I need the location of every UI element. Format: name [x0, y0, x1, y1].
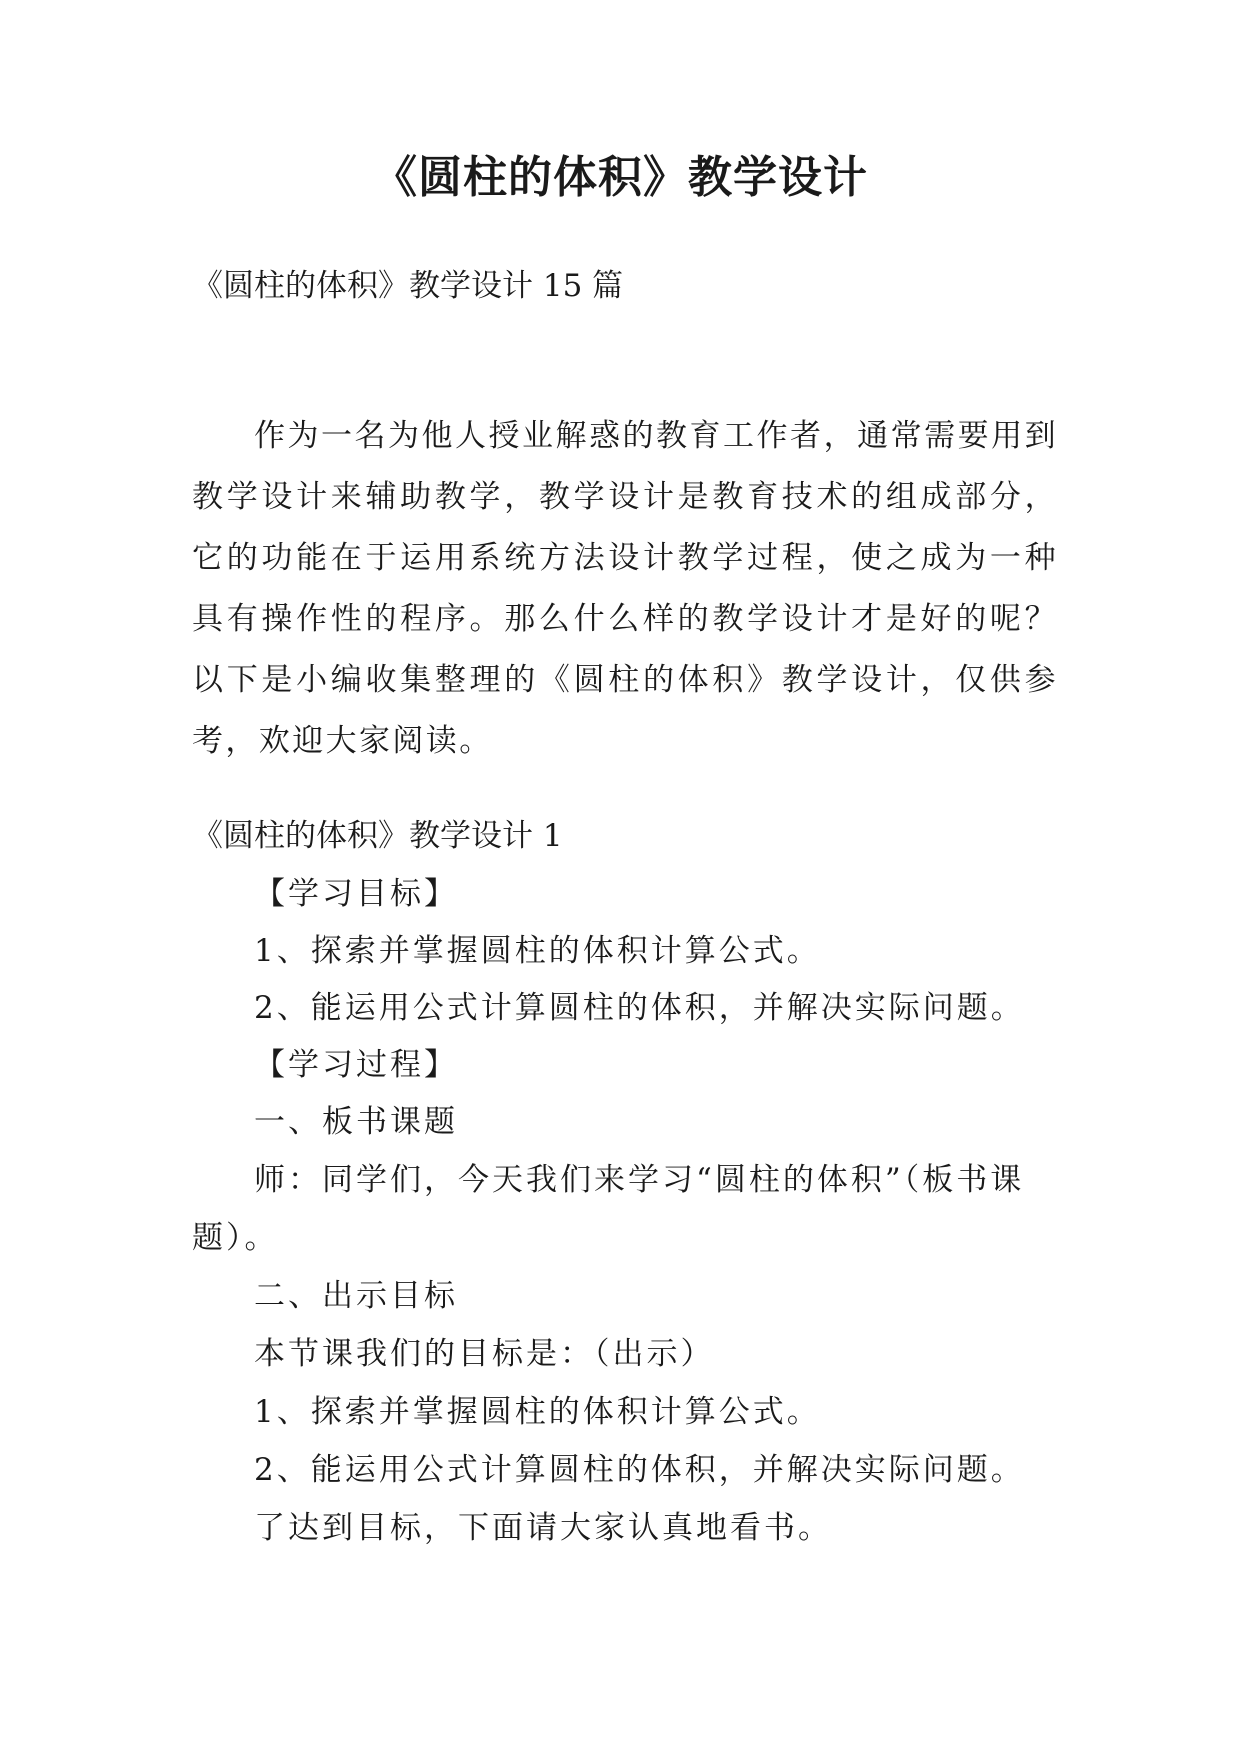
document-subtitle: 《圆柱的体积》教学设计 15 篇 — [192, 268, 624, 304]
step-2-heading: 二、出示目标 — [254, 1278, 458, 1314]
step-2-closing: 了达到目标，下面请大家认真地看书。 — [254, 1510, 832, 1546]
intro-paragraph: 作为一名为他人授业解惑的教育工作者，通常需要用到教学设计来辅助教学，教学设计是教育技术的组成部分，它的功能在于运用系统方法设计教学过程，使之成为一种具有操作性的程序。那么什么样的教学设计才是好的呢？以下是小编收集整理的《圆柱的体积》教学设计，仅供参考，欢迎大家阅读。 — [192, 418, 1058, 759]
goal-item-1: 1、探索并掌握圆柱的体积计算公式。 — [254, 933, 821, 969]
document-title: 《圆柱的体积》教学设计 — [373, 152, 868, 203]
step-1-heading: 一、板书课题 — [254, 1104, 458, 1140]
goals-heading: 【学习目标】 — [254, 876, 458, 912]
step-1-text-continued: 题）。 — [192, 1220, 279, 1256]
process-heading: 【学习过程】 — [254, 1047, 458, 1083]
goal-item-2: 2、能运用公式计算圆柱的体积，并解决实际问题。 — [254, 990, 1025, 1026]
step-2-goal-1: 1、探索并掌握圆柱的体积计算公式。 — [254, 1394, 821, 1430]
section-heading: 《圆柱的体积》教学设计 1 — [192, 818, 563, 854]
step-2-text: 本节课我们的目标是：（出示） — [254, 1336, 715, 1372]
step-2-goal-2: 2、能运用公式计算圆柱的体积，并解决实际问题。 — [254, 1452, 1025, 1488]
step-1-text: 师：同学们，今天我们来学习“圆柱的体积”（板书课 — [254, 1162, 1025, 1198]
